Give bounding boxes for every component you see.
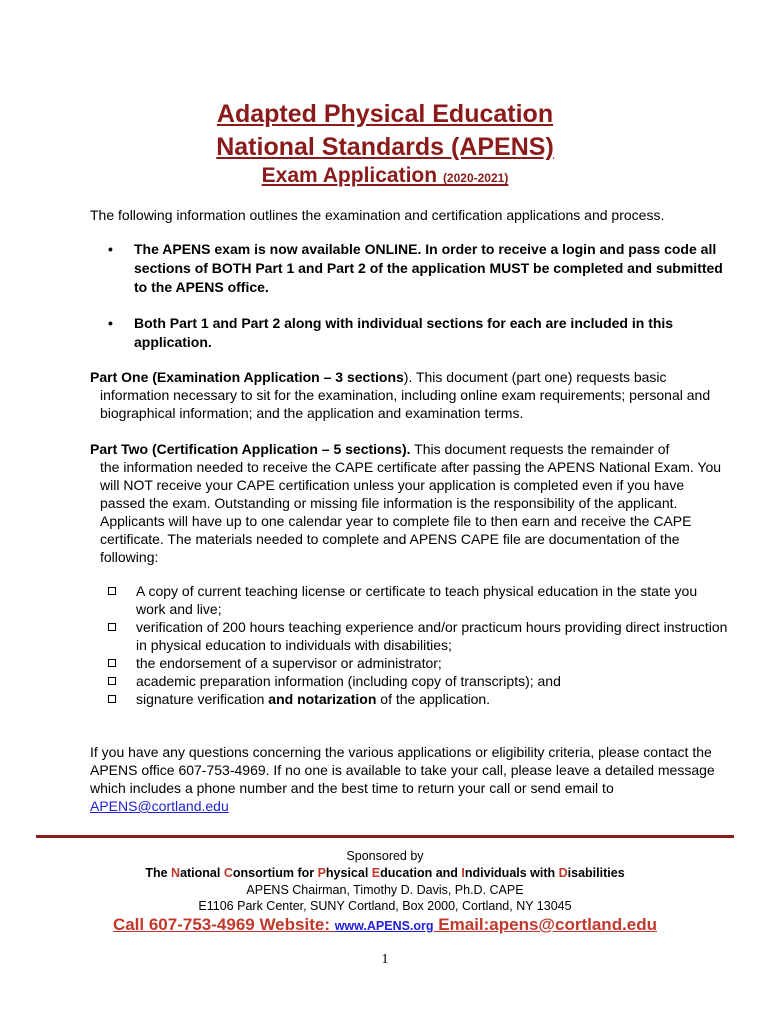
title-year: (2020-2021) <box>442 171 509 185</box>
bullet-item <box>108 240 728 297</box>
title-line-3 <box>0 162 770 192</box>
page-number: 1 <box>381 952 389 967</box>
exam-application-title: Exam Application <box>261 164 438 187</box>
email-link[interactable]: APENS@cortland.edu <box>90 798 229 814</box>
contact-paragraph <box>90 743 730 815</box>
checkbox-square-icon <box>108 659 116 667</box>
title-line-2: National Standards (APENS) <box>216 133 554 161</box>
call-text: Call 607-753-4969 Website: <box>112 915 335 934</box>
bullet-text: Both Part 1 and Part 2 along with individual sections for each are included in this application. <box>134 315 674 350</box>
checklist-text: the endorsement of a supervisor or administrator; <box>136 655 442 671</box>
checklist-text: A copy of current teaching license or certificate to teach physical education in the state you work and live; <box>136 583 698 617</box>
sponsored-by: Sponsored by <box>346 849 424 863</box>
part-one-text-inline: ). This document (part one) requests basic <box>403 369 667 385</box>
bullet-text: The APENS exam is now available ONLINE. In order to receive a login and pass code all sections of BOTH Part 1 and Part 2 of the application MUST be completed and submitted to the APENS office. <box>134 241 723 295</box>
checklist-item <box>108 690 728 708</box>
checkbox-square-icon <box>108 677 116 685</box>
checklist-item <box>108 618 728 654</box>
checklist-text: verification of 200 hours teaching experience and/or practicum hours providing direct instruction in physical education to individuals with disabilities; <box>136 619 728 653</box>
footer-email[interactable]: Email:apens@cortland.edu <box>433 915 658 934</box>
address-line: E1106 Park Center, SUNY Cortland, Box 2000, Cortland, NY 13045 <box>198 899 572 913</box>
contact-text: If you have any questions concerning the various applications or eligibility criteria, please contact the APENS office 607-753-4969. If no one is available to take your call, please leave a detailed message which includes a phone number and the best time to return your call or send email to <box>90 744 715 796</box>
intro-paragraph: The following information outlines the examination and certification applications and process. <box>90 207 665 223</box>
part-one-text: information necessary to sit for the examination, including online exam requirements; personal and biographical information; and the application and examination terms. <box>100 387 711 421</box>
contact-footer-line <box>0 913 770 938</box>
consortium-name: The National Consortium for Physical Education and Individuals with Disabilities <box>145 866 625 880</box>
checklist-text: academic preparation information (including copy of transcripts); and <box>136 673 561 689</box>
part-two-text: the information needed to receive the CAPE certificate after passing the APENS National Exam. You will NOT receive your CAPE certification unless your application is completed even if you have passed the exam. Outstanding or missing file information is the responsibility of the applicant. Applicants will have up to one calendar year to complete file to then earn and receive the CAPE certificate. The materials needed to complete and APENS CAPE file are documentation of the following: <box>100 459 722 565</box>
checklist-item <box>108 672 728 690</box>
checkbox-square-icon <box>108 695 116 703</box>
part-two-section <box>90 440 730 566</box>
checklist-item <box>108 582 728 618</box>
chairman-line: APENS Chairman, Timothy D. Davis, Ph.D. CAPE <box>246 883 524 897</box>
part-two-text-inline: This document requests the remainder of <box>410 441 670 457</box>
title-line-1: Adapted Physical Education <box>216 100 554 128</box>
part-two-label: Part Two (Certification Application – 5 sections). <box>90 441 411 457</box>
part-one-label: Part One (Examination Application – 3 sections <box>90 369 404 385</box>
bullet-dot-icon: • <box>108 241 113 257</box>
bullet-dot-icon: • <box>108 315 113 331</box>
checkbox-square-icon <box>108 587 116 595</box>
footer-divider <box>36 835 734 838</box>
part-one-section <box>90 368 730 422</box>
website-link[interactable]: www.APENS.org <box>334 919 434 933</box>
checklist-text: signature verification and notarization of the application. <box>136 691 491 707</box>
checkbox-square-icon <box>108 623 116 631</box>
checklist-item <box>108 654 728 672</box>
bullet-item <box>108 314 728 352</box>
